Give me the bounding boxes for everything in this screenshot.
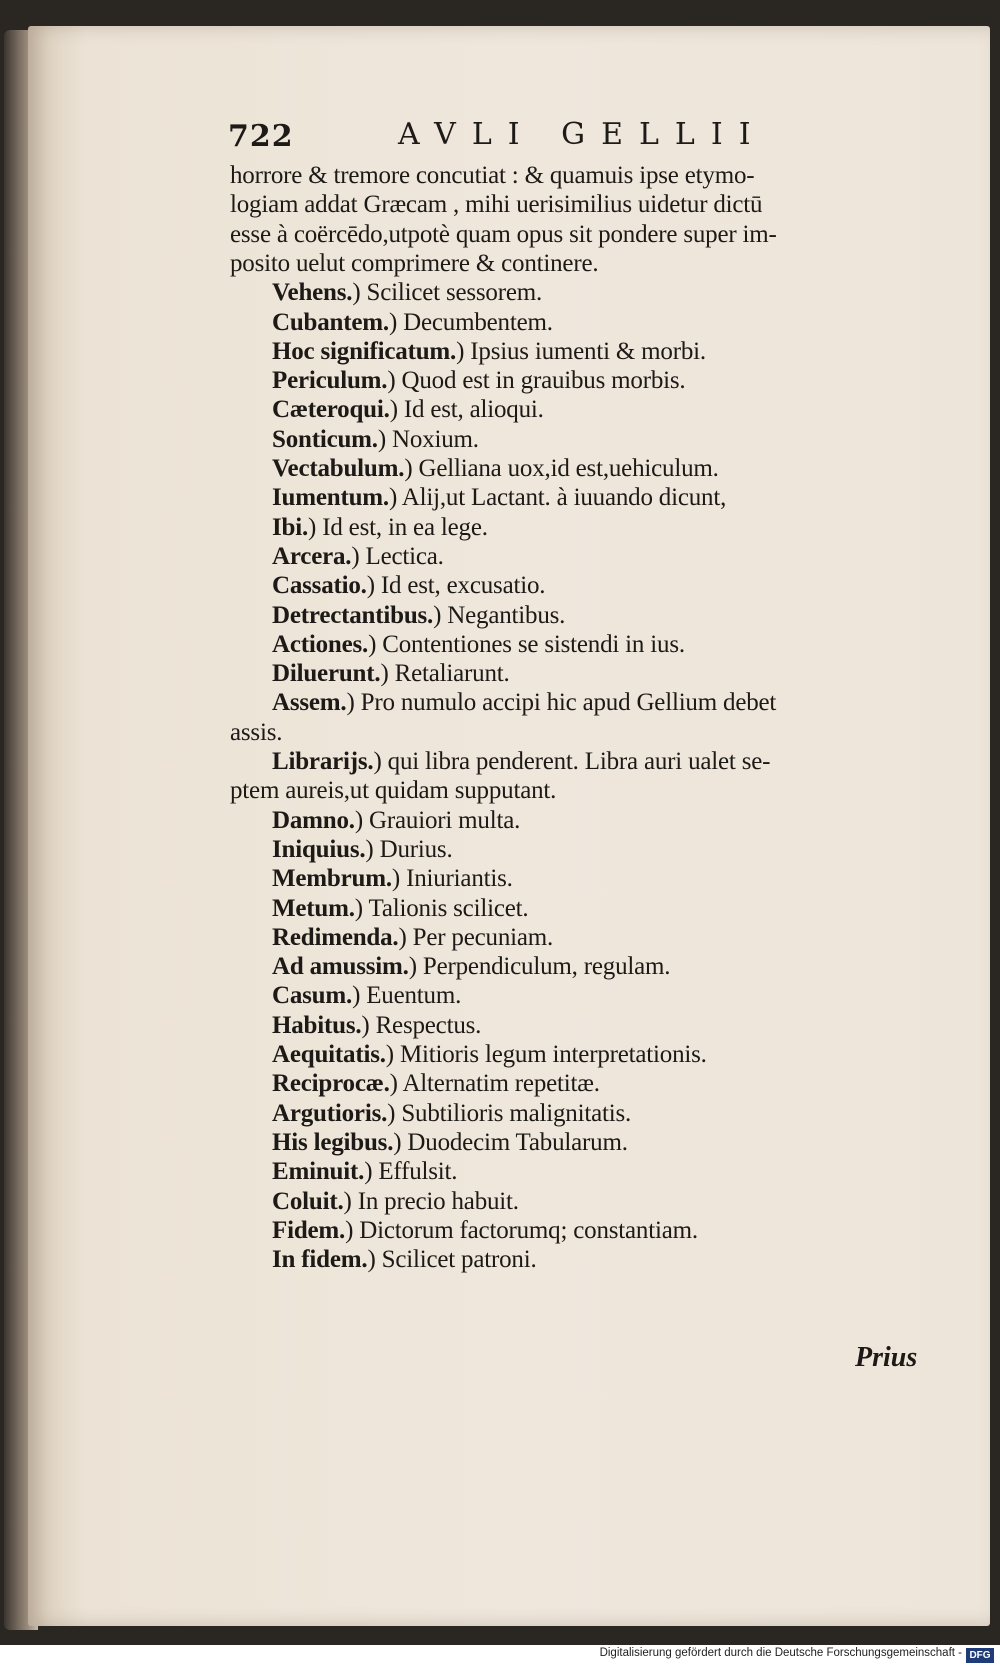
entry-lemma: Ad amussim.	[272, 953, 409, 980]
gloss-entry	[272, 365, 685, 396]
entry-lemma: Membrum.	[272, 865, 392, 892]
gloss-entry	[272, 1039, 707, 1070]
entry-lemma: Diluerunt.	[272, 660, 381, 687]
entry-gloss: ) Id est, in ea lege.	[308, 514, 488, 541]
entry-lemma: Vehens.	[272, 279, 353, 306]
footer-credit: Digitalisierung gefördert durch die Deutsche Forschungsgemeinschaft -	[599, 1647, 962, 1659]
gloss-entry	[272, 277, 542, 308]
entry-gloss: ) qui libra penderent. Libra auri ualet se-	[373, 748, 771, 775]
gloss-entry	[272, 394, 544, 425]
gloss-entry	[272, 687, 776, 718]
entry-lemma: Cæteroqui.	[272, 396, 390, 423]
gloss-entry	[272, 863, 513, 894]
entry-gloss: ) Per pecuniam.	[398, 924, 554, 951]
gloss-entry	[272, 658, 510, 689]
catchword: Prius	[855, 1342, 918, 1373]
line-text: horrore & tremore concutiat : & quamuis ipse etymo-	[230, 162, 755, 189]
gloss-entry	[272, 980, 461, 1011]
page-number: 722	[228, 119, 294, 154]
entry-gloss: ) Pro numulo accipi hic apud Gellium debet	[346, 689, 777, 716]
entry-gloss: ) Retaliarunt.	[380, 660, 510, 687]
gloss-entry	[272, 1010, 481, 1041]
entry-lemma: Hoc significatum.	[272, 338, 457, 365]
entry-lemma: Cubantem.	[272, 309, 389, 336]
footer-bar	[0, 1645, 1000, 1669]
entry-lemma: Ibi.	[272, 514, 309, 541]
entry-lemma: Assem.	[272, 689, 347, 716]
entry-gloss: ) Mitioris legum interpretationis.	[385, 1041, 707, 1068]
entry-gloss: ) Ipsius iumenti & morbi.	[456, 338, 706, 365]
entry-lemma: Arcera.	[272, 543, 352, 570]
gloss-entry	[272, 336, 706, 367]
text-line	[230, 717, 282, 748]
entry-lemma: In fidem.	[272, 1246, 368, 1273]
gloss-entry	[272, 1098, 631, 1129]
entry-lemma: Eminuit.	[272, 1158, 365, 1185]
entry-gloss: ) Durius.	[365, 836, 453, 863]
gloss-entry	[272, 541, 444, 572]
entry-lemma: Habitus.	[272, 1012, 362, 1039]
gloss-entry	[272, 1215, 698, 1246]
text-line	[230, 219, 777, 250]
text-line	[230, 189, 762, 220]
entry-lemma: Aequitatis.	[272, 1041, 386, 1068]
entry-lemma: Reciprocæ.	[272, 1070, 390, 1097]
page-header	[228, 115, 788, 159]
entry-lemma: Damno.	[272, 807, 355, 834]
gloss-entry	[272, 600, 565, 631]
entry-gloss: ) Id est, excusatio.	[366, 572, 546, 599]
gloss-entry	[272, 746, 770, 777]
gloss-entry	[272, 629, 685, 660]
gloss-entry	[272, 453, 719, 484]
gloss-entry	[272, 834, 453, 865]
entry-gloss: ) Scilicet sessorem.	[352, 279, 543, 306]
entry-lemma: Vectabulum.	[272, 455, 405, 482]
entry-gloss: ) In precio habuit.	[343, 1188, 519, 1215]
entry-gloss: ) Respectus.	[361, 1012, 482, 1039]
gloss-entry	[272, 424, 479, 455]
gloss-entry	[272, 570, 545, 601]
entry-lemma: Actiones.	[272, 631, 369, 658]
entry-gloss: ) Noxium.	[377, 426, 479, 453]
gloss-entry	[272, 893, 528, 924]
entry-gloss: ) Decumbentem.	[388, 309, 553, 336]
gloss-entry	[272, 1156, 457, 1187]
entry-lemma: Iumentum.	[272, 484, 389, 511]
dfg-logo: DFG	[966, 1648, 994, 1663]
entry-gloss: ) Effulsit.	[364, 1158, 458, 1185]
gloss-entry	[272, 1127, 628, 1158]
line-text: ptem aureis,ut quidam supputant.	[230, 777, 557, 804]
entry-gloss: ) Duodecim Tabularum.	[393, 1129, 628, 1156]
running-title: AVLI GELLII	[398, 117, 767, 152]
entry-lemma: Librarijs.	[272, 748, 374, 775]
entry-lemma: Redimenda.	[272, 924, 399, 951]
entry-lemma: Iniquius.	[272, 836, 366, 863]
entry-gloss: ) Scilicet patroni.	[367, 1246, 537, 1273]
entry-gloss: ) Perpendiculum, regulam.	[408, 953, 671, 980]
entry-gloss: ) Iniuriantis.	[391, 865, 513, 892]
entry-gloss: ) Euentum.	[352, 982, 462, 1009]
entry-lemma: Sonticum.	[272, 426, 378, 453]
entry-gloss: ) Id est, alioqui.	[389, 396, 544, 423]
entry-gloss: ) Negantibus.	[433, 602, 566, 629]
entry-gloss: ) Subtilioris malignitatis.	[387, 1100, 632, 1127]
text-line	[230, 775, 556, 806]
entry-gloss: ) Quod est in grauibus morbis.	[387, 367, 686, 394]
gloss-entry	[272, 922, 553, 953]
gloss-entry	[272, 482, 726, 513]
entry-lemma: Metum.	[272, 895, 355, 922]
gloss-entry	[272, 1068, 600, 1099]
entry-lemma: Fidem.	[272, 1217, 346, 1244]
entry-gloss: ) Lectica.	[351, 543, 444, 570]
entry-gloss: ) Talionis scilicet.	[354, 895, 529, 922]
gloss-entry	[272, 805, 520, 836]
gloss-entry	[272, 1186, 519, 1217]
entry-gloss: ) Grauiori multa.	[354, 807, 521, 834]
entry-gloss: ) Gelliana uox,id est,uehiculum.	[404, 455, 719, 482]
entry-lemma: Argutioris.	[272, 1100, 388, 1127]
entry-gloss: ) Dictorum factorumq; constantiam.	[345, 1217, 698, 1244]
entry-lemma: Cassatio.	[272, 572, 367, 599]
line-text: logiam addat Græcam , mihi uerisimilius uidetur dictū	[230, 191, 763, 218]
text-line	[230, 160, 754, 191]
entry-lemma: Casum.	[272, 982, 353, 1009]
entry-gloss: ) Alij,ut Lactant. à iuuando dicunt,	[388, 484, 727, 511]
line-text: assis.	[230, 719, 283, 746]
entry-lemma: Periculum.	[272, 367, 388, 394]
entry-lemma: His legibus.	[272, 1129, 394, 1156]
entry-lemma: Coluit.	[272, 1188, 344, 1215]
line-text: posito uelut comprimere & continere.	[230, 250, 599, 277]
gloss-entry	[272, 307, 553, 338]
gloss-entry	[272, 1244, 537, 1275]
line-text: esse à coërcēdo,utpotè quam opus sit pondere super im-	[230, 221, 777, 248]
entry-lemma: Detrectantibus.	[272, 602, 434, 629]
gloss-entry	[272, 951, 670, 982]
entry-gloss: ) Contentiones se sistendi in ius.	[368, 631, 685, 658]
gloss-entry	[272, 512, 488, 543]
text-line	[230, 248, 598, 279]
entry-gloss: ) Alternatim repetitæ.	[389, 1070, 600, 1097]
